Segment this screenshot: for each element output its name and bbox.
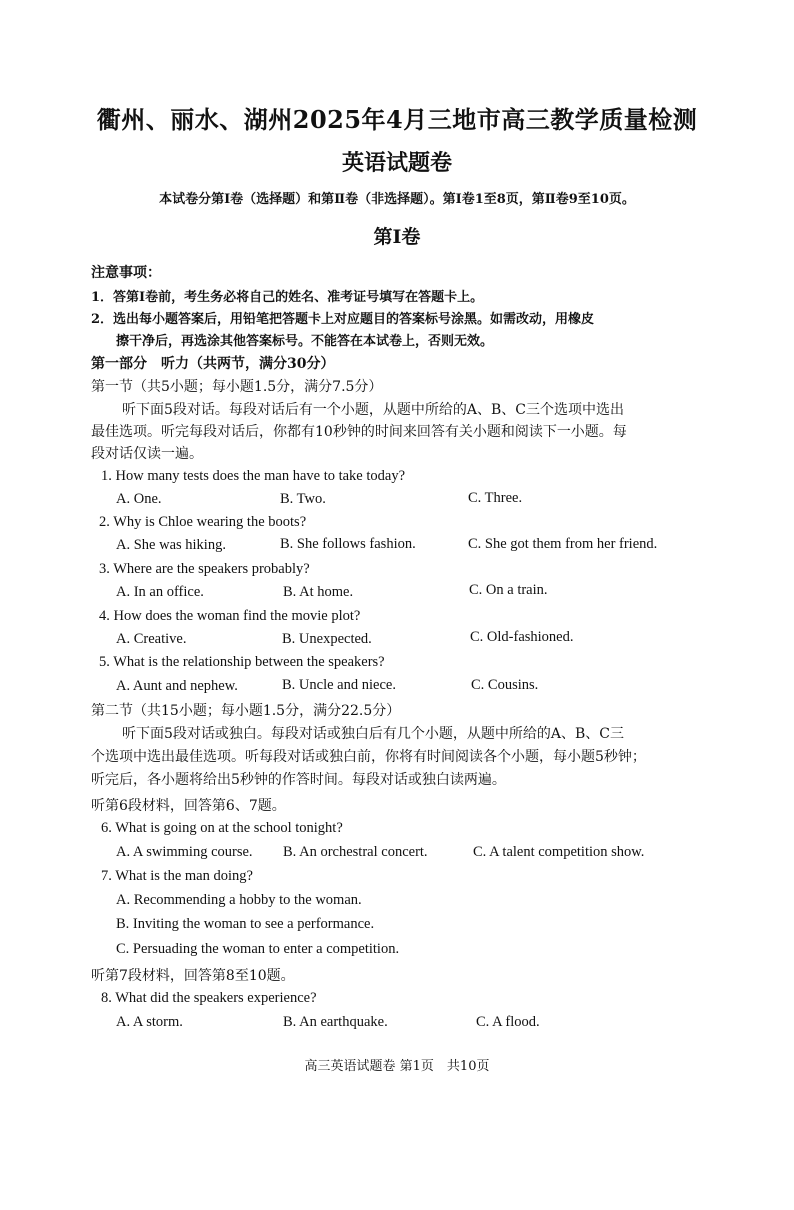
exam-intro: 本试卷分第Ⅰ卷（选择题）和第Ⅱ卷（非选择题）。第Ⅰ卷1至8页，第Ⅱ卷9至10页。	[159, 192, 635, 207]
section1-instruction: 听下面5段对话。每段对话后有一个小题，从题中所给的A、B、C三个选项中选出	[122, 402, 625, 418]
option-c: C. Cousins.	[471, 677, 539, 693]
note-item-2-cont: 擦干净后，再选涂其他答案标号。不能答在本试卷上，否则无效。	[116, 334, 494, 349]
option-b: B. Two.	[280, 491, 326, 507]
section1-instruction-2: 最佳选项。听完每段对话后，你都有10秒钟的时间来回答有关小题和阅读下一小题。每	[91, 424, 627, 440]
option-b: B. At home.	[283, 584, 354, 600]
option-a: A. A storm.	[116, 1014, 183, 1030]
option-b: B. She follows fashion.	[280, 536, 416, 552]
question-stem: 5. What is the relationship between the speakers?	[99, 654, 385, 670]
page-footer: 高三英语试题卷 第1页 共10页	[304, 1059, 490, 1074]
part1-heading: 第一部分 听力（共两节，满分30分）	[91, 356, 335, 372]
section2-instruction-3: 听完后，各小题将给出5秒钟的作答时间。每段对话或独白读两遍。	[91, 772, 506, 788]
note-item-2: 2．选出每小题答案后，用铅笔把答题卡上对应题目的答案标号涂黑。如需改动，用橡皮	[91, 312, 595, 327]
note-item-1: 1．答第Ⅰ卷前，考生务必将自己的姓名、准考证号填写在答题卡上。	[91, 290, 484, 305]
option-a: A. Creative.	[116, 631, 187, 647]
question-stem: 7. What is the man doing?	[101, 868, 253, 884]
question-stem: 3. Where are the speakers probably?	[99, 561, 310, 577]
question-stem: 6. What is going on at the school tonight?	[101, 820, 343, 836]
section2-instruction-2: 个选项中选出最佳选项。听每段对话或独白前，你将有时间阅读各个小题，每小题5秒钟；	[91, 749, 646, 765]
option-c: C. Old-fashioned.	[470, 629, 574, 645]
section2-instruction: 听下面5段对话或独白。每段对话或独白后有几个小题，从题中所给的A、B、C三	[122, 726, 625, 742]
question-stem: 8. What did the speakers experience?	[101, 990, 317, 1006]
option-c: C. Persuading the woman to enter a competition.	[116, 941, 400, 957]
section1-heading: 第一节（共5小题；每小题1.5分，满分7.5分）	[91, 379, 383, 395]
option-a: A. Recommending a hobby to the woman.	[116, 892, 362, 908]
option-c: C. A flood.	[476, 1014, 540, 1030]
option-a: A. A swimming course.	[116, 844, 253, 860]
page-subtitle: 英语试题卷	[341, 150, 452, 176]
question-stem: 2. Why is Chloe wearing the boots?	[99, 514, 307, 530]
option-c: C. Three.	[468, 490, 523, 506]
question-stem: 4. How does the woman find the movie plot?	[99, 608, 361, 624]
option-b: B. Uncle and niece.	[282, 677, 396, 693]
option-a: A. One.	[116, 491, 162, 507]
option-a: A. In an office.	[116, 584, 204, 600]
option-a: A. She was hiking.	[116, 537, 226, 553]
volume-heading: 第Ⅰ卷	[373, 226, 421, 248]
material-6-heading: 听第6段材料，回答第6、7题。	[91, 798, 286, 814]
section2-heading: 第二节（共15小题；每小题1.5分，满分22.5分）	[91, 703, 401, 719]
option-c: C. On a train.	[469, 582, 548, 598]
option-c: C. She got them from her friend.	[468, 536, 658, 552]
option-b: B. Unexpected.	[282, 631, 372, 647]
question-stem: 1. How many tests does the man have to take today?	[101, 468, 406, 484]
option-b: B. Inviting the woman to see a performance.	[116, 916, 375, 932]
notes-heading: 注意事项：	[91, 265, 161, 281]
section1-instruction-3: 段对话仅读一遍。	[91, 446, 203, 462]
option-b: B. An earthquake.	[283, 1014, 388, 1030]
option-b: B. An orchestral concert.	[283, 844, 428, 860]
material-7-heading: 听第7段材料，回答第8至10题。	[91, 968, 295, 984]
page-title: 衢州、丽水、湖州2025年4月三地市高三教学质量检测	[96, 105, 698, 134]
option-c: C. A talent competition show.	[473, 844, 645, 860]
option-a: A. Aunt and nephew.	[116, 678, 238, 694]
